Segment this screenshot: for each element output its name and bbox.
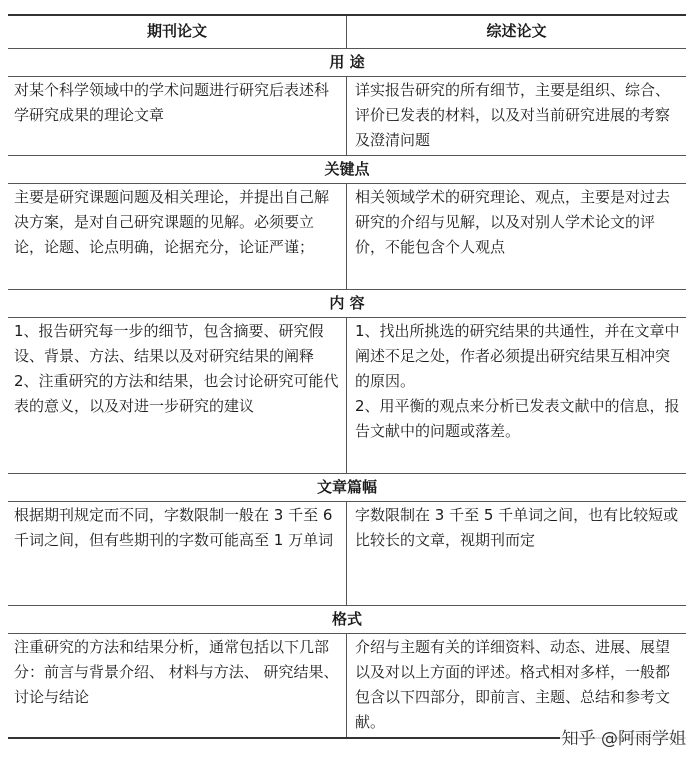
- section-title-row: [8, 474, 686, 502]
- section-title-row: [8, 156, 686, 184]
- format-journal-cell: [8, 634, 347, 739]
- section-content-row: [8, 184, 686, 290]
- paragraph: 1、报告研究每一步的细节，包含摘要、研究假设、背景、方法、结果以及对研究结果的阐释: [14, 322, 324, 365]
- paragraph: 主要是研究课题问题及相关理论，并提出自己解决方案，是对自己研究课题的见解。必须要立论，论题、论点明确，论据充分，论证严谨；: [14, 188, 330, 256]
- purpose-review-cell: [347, 77, 687, 156]
- purpose-journal-cell: [8, 77, 347, 156]
- content-review-cell: [347, 318, 687, 474]
- paragraph: 根据期刊规定而不同，字数限制一般在 3 千至 6 千词之间，但有些期刊的字数可能高至 1 万单词: [14, 506, 334, 549]
- paragraph: 2、注重研究的方法和结果，也会讨论研究可能代表的意义，以及对进一步研究的建议: [14, 372, 339, 415]
- paragraph: 详实报告研究的所有细节，主要是组织、综合、评价已发表的材料，以及对当前研究进展的考察及澄清问题: [355, 81, 671, 149]
- section-title-row: [8, 49, 686, 77]
- section-title-row: [8, 290, 686, 318]
- paragraph: 对某个科学领域中的学术问题进行研究后表述科学研究成果的理论文章: [14, 81, 330, 124]
- length-review-cell: [347, 502, 687, 606]
- content-journal-cell: [8, 318, 347, 474]
- paragraph: 介绍与主题有关的详细资料、动态、进展、展望以及对以上方面的评述。格式相对多样，一般都包含以下四部分，即前言、主题、总结和参考文献。: [355, 638, 671, 731]
- paragraph: 相关领域学术的研究理论、观点，主要是对过去研究的介绍与见解，以及对别人学术论文的评价，不能包含个人观点: [355, 188, 671, 256]
- section-title-content: 内 容: [8, 290, 686, 318]
- paragraph: 1、找出所挑选的研究结果的共通性，并在文章中阐述不足之处，作者必须提出研究结果互相冲突的原因。: [355, 322, 680, 390]
- section-content-row: [8, 634, 686, 739]
- comparison-table: [8, 14, 686, 739]
- key-points-journal-cell: [8, 184, 347, 290]
- header-journal-paper: 期刊论文: [8, 15, 347, 49]
- length-journal-cell: [8, 502, 347, 606]
- section-title-length: 文章篇幅: [8, 474, 686, 502]
- section-title-key-points: 关键点: [8, 156, 686, 184]
- section-title-row: [8, 606, 686, 634]
- section-title-format: 格式: [8, 606, 686, 634]
- paragraph: 注重研究的方法和结果分析，通常包括以下几部分：前言与背景介绍、 材料与方法、 研究结果、讨论与结论: [14, 638, 339, 706]
- table-header-row: [8, 15, 686, 49]
- zhihu-watermark: 知乎 @阿雨学姐: [560, 724, 688, 749]
- format-review-cell: [347, 634, 687, 739]
- section-content-row: [8, 77, 686, 156]
- section-content-row: [8, 502, 686, 606]
- paragraph: 字数限制在 3 千至 5 千单词之间，也有比较短或比较长的文章，视期刊而定: [355, 506, 679, 549]
- header-review-paper: 综述论文: [347, 15, 687, 49]
- paragraph: 2、用平衡的观点来分析已发表文献中的信息，报告文献中的问题或落差。: [355, 397, 680, 440]
- key-points-review-cell: [347, 184, 687, 290]
- comparison-table-container: [8, 14, 686, 739]
- section-title-purpose: 用 途: [8, 49, 686, 77]
- section-content-row: [8, 318, 686, 474]
